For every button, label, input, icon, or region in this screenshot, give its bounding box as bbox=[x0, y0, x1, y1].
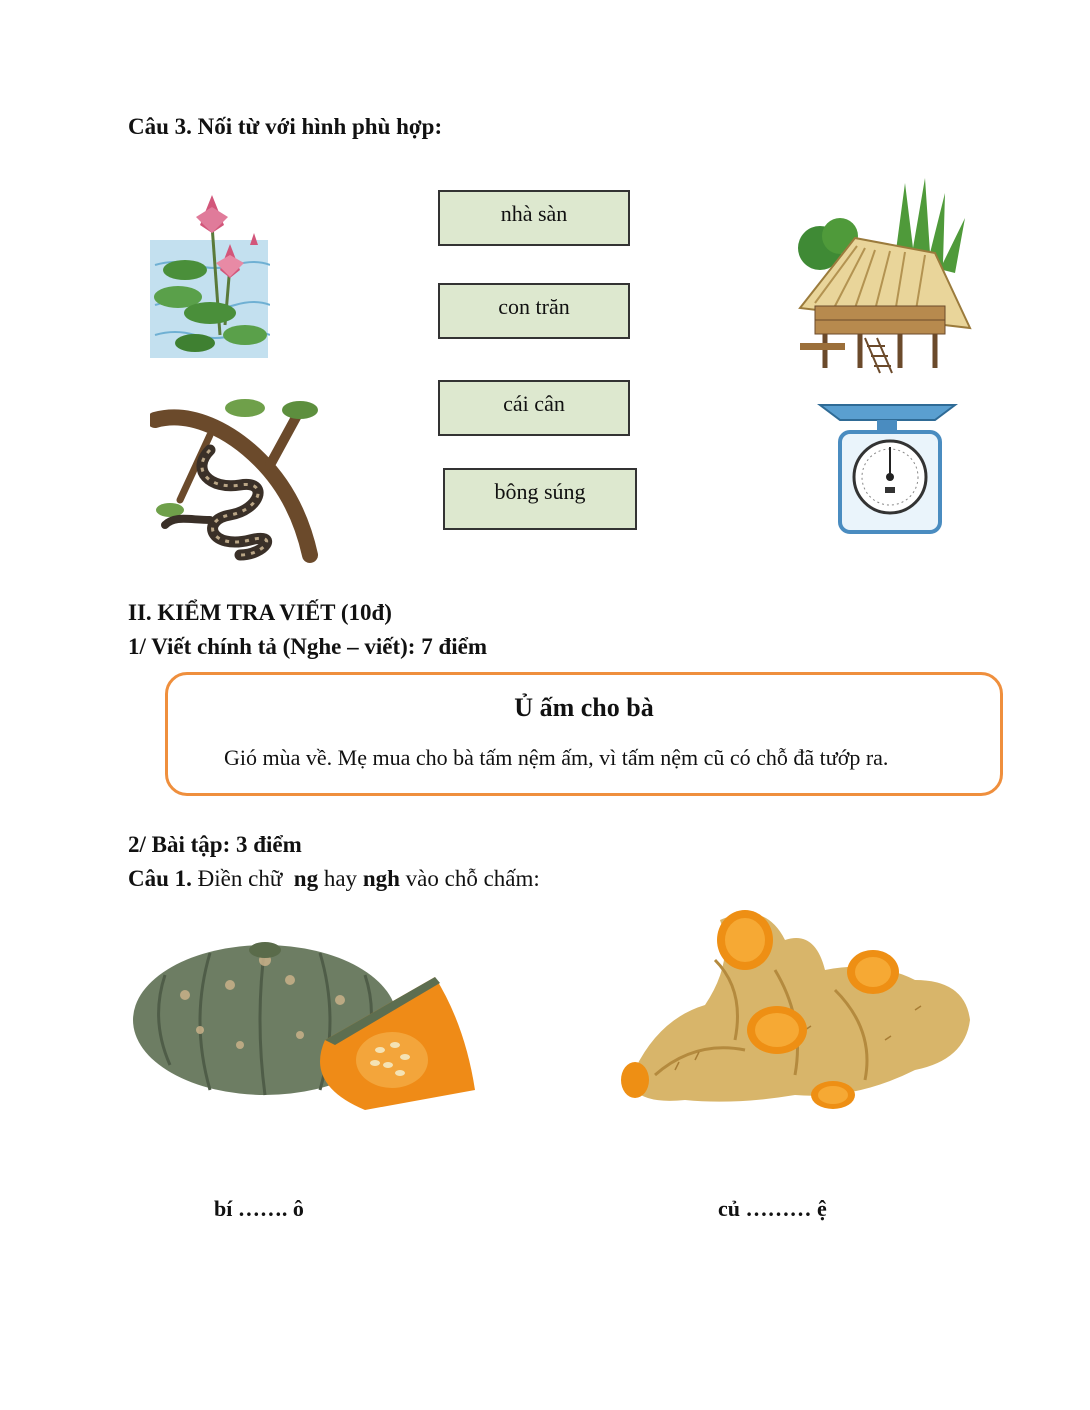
word-box-nha-san[interactable]: nhà sàn bbox=[438, 190, 630, 246]
fill-blank-pumpkin: bí ……. ô bbox=[214, 1196, 304, 1221]
python-image bbox=[150, 390, 320, 565]
question1-text-a: Điền chữ bbox=[191, 866, 294, 891]
dictation-text: Gió mùa về. Mẹ mua cho bà tấm nệm ấm, vì tấm nệm cũ có chỗ đã tướp ra. bbox=[224, 745, 889, 770]
fill-blank-turmeric: củ ……… ệ bbox=[718, 1196, 827, 1221]
word-box-bong-sung[interactable]: bông súng bbox=[443, 468, 637, 530]
option-ng: ng bbox=[293, 866, 319, 891]
word-box-con-tran[interactable]: con trăn bbox=[438, 283, 630, 339]
dictation-heading: 1/ Viết chính tả (Nghe – viết): 7 điểm bbox=[128, 634, 488, 659]
scale-image bbox=[815, 395, 960, 540]
dictation-title: Ủ ấm cho bà bbox=[514, 693, 654, 722]
question3-heading: Câu 3. Nối từ với hình phù hợp: bbox=[128, 114, 443, 139]
writing-section-title: II. KIỂM TRA VIẾT (10đ) bbox=[128, 600, 392, 625]
question1-line bbox=[128, 866, 540, 892]
option-ngh: ngh bbox=[362, 866, 400, 891]
question1-label: Câu 1. bbox=[128, 866, 192, 891]
dictation-box bbox=[165, 672, 1003, 796]
pumpkin-image bbox=[130, 935, 480, 1125]
water-lily-image bbox=[150, 185, 270, 360]
turmeric-image bbox=[615, 900, 975, 1110]
exercise-heading: 2/ Bài tập: 3 điểm bbox=[128, 832, 302, 857]
stilt-house-image bbox=[785, 178, 975, 378]
word-box-cai-can[interactable]: cái cân bbox=[438, 380, 630, 436]
question1-text-b: hay bbox=[318, 866, 363, 891]
question1-text-c: vào chỗ chấm: bbox=[399, 866, 540, 891]
